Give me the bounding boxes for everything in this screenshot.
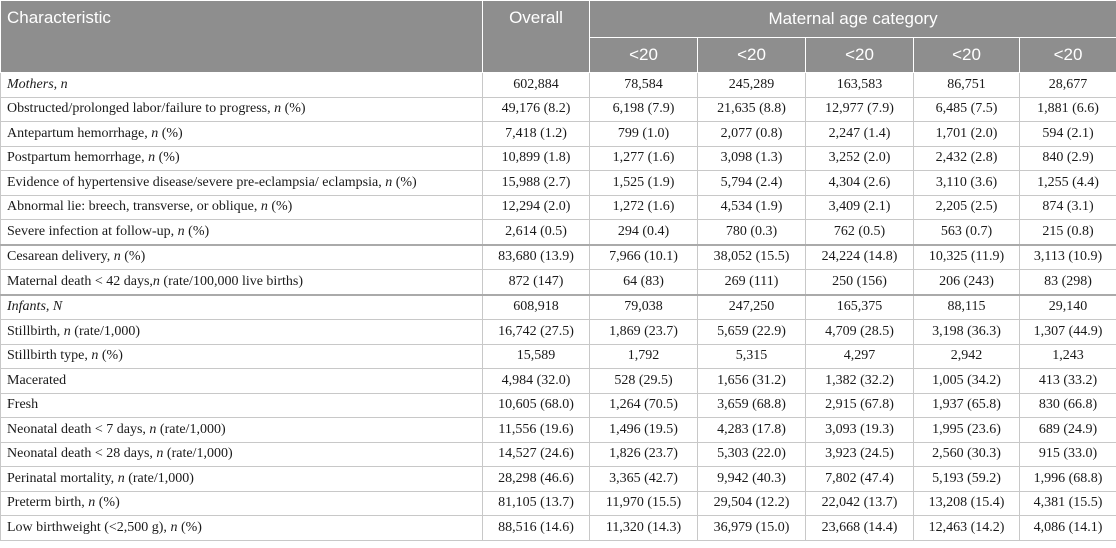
table-cell: 81,105 (13.7) [483,491,590,516]
table-cell: 12,294 (2.0) [483,195,590,220]
table-cell: 413 (33.2) [1020,369,1116,394]
table-row [1,122,1116,147]
table-cell: 3,093 (19.3) [806,418,914,443]
table-row [1,73,1116,98]
table-cell: 7,418 (1.2) [483,122,590,147]
table-cell: 1,937 (65.8) [914,393,1020,418]
table-cell: 2,247 (1.4) [806,122,914,147]
table-cell: 608,918 [483,295,590,320]
table-cell: 16,742 (27.5) [483,320,590,345]
table-cell: 2,614 (0.5) [483,220,590,245]
row-label: Antepartum hemorrhage, n (%) [1,122,483,147]
table-cell: 11,970 (15.5) [590,491,698,516]
table-cell: 528 (29.5) [590,369,698,394]
table-cell: 250 (156) [806,270,914,295]
row-label: Cesarean delivery, n (%) [1,245,483,270]
table-cell: 4,984 (32.0) [483,369,590,394]
row-label: Neonatal death < 28 days, n (rate/1,000) [1,442,483,467]
header-age-col: <20 [698,38,806,73]
header-age-col: <20 [806,38,914,73]
table-cell: 11,320 (14.3) [590,516,698,541]
table-row [1,369,1116,394]
table-cell: 7,802 (47.4) [806,467,914,492]
table-cell: 15,988 (2.7) [483,171,590,196]
table-cell: 2,915 (67.8) [806,393,914,418]
row-label: Evidence of hypertensive disease/severe pre-eclampsia/ eclampsia, n (%) [1,171,483,196]
table-header [1,1,1116,73]
table-cell: 23,668 (14.4) [806,516,914,541]
table-cell: 64 (83) [590,270,698,295]
row-label: Obstructed/prolonged labor/failure to progress, n (%) [1,97,483,122]
table-cell: 49,176 (8.2) [483,97,590,122]
header-age-col: <20 [590,38,698,73]
table-cell: 10,605 (68.0) [483,393,590,418]
table-cell: 24,224 (14.8) [806,245,914,270]
row-label: Abnormal lie: breech, transverse, or oblique, n (%) [1,195,483,220]
row-label: Fresh [1,393,483,418]
header-characteristic: Characteristic [1,1,483,73]
table-cell: 28,298 (46.6) [483,467,590,492]
table-cell: 1,005 (34.2) [914,369,1020,394]
row-label: Severe infection at follow-up, n (%) [1,220,483,245]
table-cell: 88,516 (14.6) [483,516,590,541]
table-cell: 874 (3.1) [1020,195,1116,220]
header-age-col: <20 [1020,38,1116,73]
table-cell: 21,635 (8.8) [698,97,806,122]
table-row [1,195,1116,220]
table-cell: 269 (111) [698,270,806,295]
table-cell: 11,556 (19.6) [483,418,590,443]
row-label: Mothers, n [1,73,483,98]
table-cell: 4,086 (14.1) [1020,516,1116,541]
table-cell: 1,243 [1020,344,1116,369]
table-cell: 3,365 (42.7) [590,467,698,492]
table-cell: 1,869 (23.7) [590,320,698,345]
table-cell: 4,297 [806,344,914,369]
table-cell: 1,656 (31.2) [698,369,806,394]
row-label: Perinatal mortality, n (rate/1,000) [1,467,483,492]
table-cell: 840 (2.9) [1020,146,1116,171]
table-row [1,245,1116,270]
row-label: Postpartum hemorrhage, n (%) [1,146,483,171]
table-cell: 3,659 (68.8) [698,393,806,418]
table-cell: 83,680 (13.9) [483,245,590,270]
table-cell: 12,977 (7.9) [806,97,914,122]
table-cell: 38,052 (15.5) [698,245,806,270]
table-cell: 762 (0.5) [806,220,914,245]
table-cell: 4,534 (1.9) [698,195,806,220]
table-row [1,270,1116,295]
table-row [1,516,1116,541]
table-cell: 1,255 (4.4) [1020,171,1116,196]
table-cell: 12,463 (14.2) [914,516,1020,541]
table-cell: 1,792 [590,344,698,369]
table-cell: 602,884 [483,73,590,98]
table-cell: 799 (1.0) [590,122,698,147]
table-row [1,442,1116,467]
table-cell: 1,525 (1.9) [590,171,698,196]
table-row [1,344,1116,369]
table-cell: 6,198 (7.9) [590,97,698,122]
table-cell: 83 (298) [1020,270,1116,295]
table-cell: 4,304 (2.6) [806,171,914,196]
table-cell: 247,250 [698,295,806,320]
table-cell: 36,979 (15.0) [698,516,806,541]
table-cell: 28,677 [1020,73,1116,98]
table-row [1,97,1116,122]
table-cell: 29,140 [1020,295,1116,320]
table-cell: 79,038 [590,295,698,320]
table-cell: 29,504 (12.2) [698,491,806,516]
table-cell: 2,077 (0.8) [698,122,806,147]
table-cell: 1,277 (1.6) [590,146,698,171]
table-cell: 88,115 [914,295,1020,320]
row-label: Maternal death < 42 days,n (rate/100,000 live births) [1,270,483,295]
table-cell: 3,198 (36.3) [914,320,1020,345]
table-cell: 2,205 (2.5) [914,195,1020,220]
table-cell: 3,923 (24.5) [806,442,914,467]
table-cell: 165,375 [806,295,914,320]
row-label: Macerated [1,369,483,394]
header-overall: Overall [483,1,590,73]
table-cell: 872 (147) [483,270,590,295]
table-cell: 10,325 (11.9) [914,245,1020,270]
table-cell: 2,942 [914,344,1020,369]
table-cell: 6,485 (7.5) [914,97,1020,122]
table-row [1,220,1116,245]
table-cell: 1,996 (68.8) [1020,467,1116,492]
table-cell: 13,208 (15.4) [914,491,1020,516]
table-cell: 3,409 (2.1) [806,195,914,220]
row-label: Stillbirth, n (rate/1,000) [1,320,483,345]
table-row [1,171,1116,196]
row-label: Neonatal death < 7 days, n (rate/1,000) [1,418,483,443]
table-cell: 1,496 (19.5) [590,418,698,443]
table-row [1,491,1116,516]
table-cell: 215 (0.8) [1020,220,1116,245]
table-cell: 163,583 [806,73,914,98]
table-cell: 86,751 [914,73,1020,98]
table-cell: 1,701 (2.0) [914,122,1020,147]
table-cell: 5,303 (22.0) [698,442,806,467]
table-cell: 1,995 (23.6) [914,418,1020,443]
table-cell: 4,381 (15.5) [1020,491,1116,516]
table-cell: 3,098 (1.3) [698,146,806,171]
table-cell: 7,966 (10.1) [590,245,698,270]
table-cell: 563 (0.7) [914,220,1020,245]
table-cell: 78,584 [590,73,698,98]
header-age-col: <20 [914,38,1020,73]
table-cell: 1,382 (32.2) [806,369,914,394]
table-cell: 594 (2.1) [1020,122,1116,147]
table-cell: 294 (0.4) [590,220,698,245]
table-cell: 4,283 (17.8) [698,418,806,443]
table-cell: 245,289 [698,73,806,98]
table-cell: 689 (24.9) [1020,418,1116,443]
table-cell: 2,432 (2.8) [914,146,1020,171]
table-cell: 5,659 (22.9) [698,320,806,345]
table-cell: 830 (66.8) [1020,393,1116,418]
row-label: Infants, N [1,295,483,320]
table-cell: 1,826 (23.7) [590,442,698,467]
table-cell: 5,193 (59.2) [914,467,1020,492]
table-cell: 14,527 (24.6) [483,442,590,467]
table-cell: 3,113 (10.9) [1020,245,1116,270]
table-cell: 2,560 (30.3) [914,442,1020,467]
table-cell: 5,315 [698,344,806,369]
table-cell: 780 (0.3) [698,220,806,245]
header-maternal-age-category: Maternal age category [590,1,1116,38]
table-cell: 915 (33.0) [1020,442,1116,467]
table-cell: 1,264 (70.5) [590,393,698,418]
table-cell: 1,307 (44.9) [1020,320,1116,345]
table-row [1,295,1116,320]
table-cell: 206 (243) [914,270,1020,295]
row-label: Preterm birth, n (%) [1,491,483,516]
table-cell: 5,794 (2.4) [698,171,806,196]
table-cell: 10,899 (1.8) [483,146,590,171]
table-cell: 1,881 (6.6) [1020,97,1116,122]
table-row [1,393,1116,418]
table-row [1,320,1116,345]
table-cell: 1,272 (1.6) [590,195,698,220]
table-row [1,418,1116,443]
table-cell: 3,252 (2.0) [806,146,914,171]
row-label: Stillbirth type, n (%) [1,344,483,369]
table-cell: 15,589 [483,344,590,369]
table-cell: 4,709 (28.5) [806,320,914,345]
table-cell: 22,042 (13.7) [806,491,914,516]
table-cell: 3,110 (3.6) [914,171,1020,196]
row-label: Low birthweight (<2,500 g), n (%) [1,516,483,541]
table-row [1,467,1116,492]
table-cell: 9,942 (40.3) [698,467,806,492]
table-body [1,73,1116,541]
table-row [1,146,1116,171]
